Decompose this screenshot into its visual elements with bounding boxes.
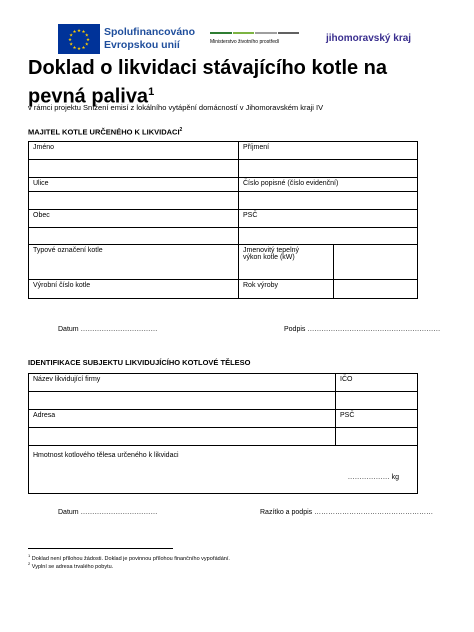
owner-signature-line[interactable]: Podpis …………………………………………………: [284, 326, 441, 333]
street-value[interactable]: [29, 192, 239, 210]
page-subtitle: v rámci projektu Snížení emisí z lokálního vytápění domácností v Jihomoravském kraji IV: [28, 103, 324, 112]
company-postcode-field[interactable]: PSČ: [336, 410, 418, 428]
manufacture-year-label: Rok výroby: [239, 280, 334, 299]
weight-kg-blank[interactable]: ……………… kg: [347, 474, 399, 481]
owner-date-line[interactable]: Datum ……………………………: [58, 326, 158, 333]
company-postcode-value[interactable]: [336, 428, 418, 446]
boiler-power-value[interactable]: [334, 245, 418, 280]
last-name-value[interactable]: [239, 160, 418, 178]
footnote-1: $^1$ Doklad není přílohou žádosti. Doklad je povinnou přílohou finančního vypořádání.: [28, 553, 230, 562]
region-logo: jihomoravský kraj: [326, 33, 412, 44]
svg-text:★: ★: [85, 38, 91, 43]
manufacture-year-value[interactable]: [334, 280, 418, 299]
postcode-field[interactable]: PSČ: [239, 210, 418, 228]
company-name-value[interactable]: [29, 392, 336, 410]
boiler-power-label: Jmenovitý tepelný výkon kotle (kW): [239, 245, 334, 280]
house-number-field[interactable]: Číslo popisné (číslo evidenční): [239, 178, 418, 192]
svg-text:★: ★: [72, 30, 77, 36]
svg-text:★: ★: [69, 42, 74, 48]
ministry-logo: Ministerstvo životního prostředí: [210, 32, 300, 45]
street-field[interactable]: Ulice: [29, 178, 239, 192]
svg-text:★: ★: [81, 30, 86, 36]
svg-text:★: ★: [72, 45, 77, 51]
company-id-value[interactable]: [336, 392, 418, 410]
address-field[interactable]: Adresa: [29, 410, 336, 428]
svg-text:★: ★: [67, 38, 73, 43]
section-liquidator-heading: IDENTIFIKACE SUBJEKTU LIKVIDUJÍCÍHO KOTLOVÉ TĚLESO: [28, 358, 251, 367]
footnote-mark: 1: [148, 86, 155, 98]
boiler-weight-field[interactable]: Hmotnost kotlového tělesa určeného k likvidaci ……………… kg: [29, 446, 418, 494]
svg-text:★: ★: [81, 45, 86, 51]
svg-text:★: ★: [84, 42, 89, 48]
liquidator-table: [28, 373, 418, 494]
company-name-field[interactable]: Název likvidující firmy: [29, 374, 336, 392]
section-owner-heading: MAJITEL KOTLE URČENÉHO K LIKVIDACI$^2$: [28, 127, 183, 137]
last-name-field[interactable]: Příjmení: [239, 142, 418, 160]
owner-table: [28, 141, 418, 299]
eu-cofinanced-text: Spolufinancováno Evropskou unií: [104, 26, 196, 51]
liquidator-date-line[interactable]: Datum ……………………………: [58, 509, 158, 516]
company-id-field[interactable]: IČO: [336, 374, 418, 392]
address-value[interactable]: [29, 428, 336, 446]
serial-number-field[interactable]: Výrobní číslo kotle: [29, 280, 239, 299]
boiler-type-field[interactable]: Typové označení kotle: [29, 245, 239, 280]
svg-text:★: ★: [84, 33, 89, 39]
first-name-field[interactable]: Jméno: [29, 142, 239, 160]
city-field[interactable]: Obec: [29, 210, 239, 228]
svg-text:★: ★: [69, 33, 74, 39]
stamp-signature-line[interactable]: Razítko a podpis ……………………………………………: [260, 509, 434, 516]
footnote-2: $^2$ Vyplní se adresa trvalého pobytu.: [28, 561, 114, 570]
house-number-value[interactable]: [239, 192, 418, 210]
svg-text:★: ★: [76, 29, 82, 34]
footnote-divider: [28, 548, 173, 549]
city-value[interactable]: [29, 228, 239, 245]
postcode-value[interactable]: [239, 228, 418, 245]
ministry-stripes-icon: [210, 32, 300, 37]
first-name-value[interactable]: [29, 160, 239, 178]
page-title: Doklad o likvidaci stávajícího kotle na pevná paliva$^1$: [28, 57, 388, 108]
svg-text:★: ★: [76, 47, 82, 52]
eu-flag-icon: [58, 24, 100, 54]
